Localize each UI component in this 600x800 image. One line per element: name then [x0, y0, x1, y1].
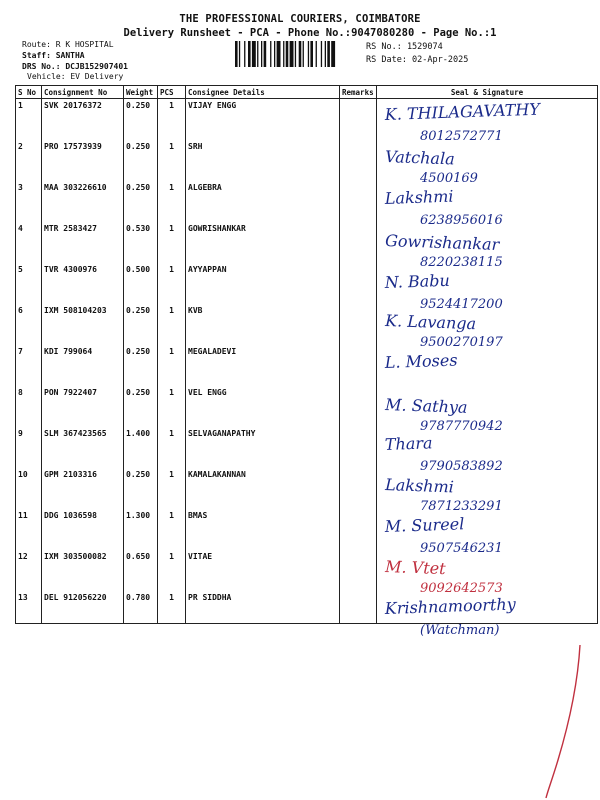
- cell-consignment-no: MAA 303226610: [42, 181, 124, 222]
- cell-pcs: 1: [158, 591, 186, 624]
- cell-pcs: 1: [158, 263, 186, 304]
- signature-phone: 9500270197: [420, 335, 503, 350]
- cell-weight: 0.780: [124, 591, 158, 624]
- signature-name: M. Sureel: [384, 514, 465, 536]
- cell-remarks: [340, 509, 377, 550]
- signature-name: Thara: [384, 433, 433, 454]
- cell-consignee: SRH: [186, 140, 340, 181]
- signature-name: M. Vtet: [384, 557, 446, 579]
- signature-phone: 4500169: [420, 171, 478, 186]
- cell-sno: 13: [16, 591, 42, 624]
- cell-consignee: ALGEBRA: [186, 181, 340, 222]
- signature-phone: 8220238115: [420, 255, 503, 270]
- signature-name: Krishnamoorthy: [384, 594, 516, 618]
- cell-remarks: [340, 181, 377, 222]
- signature-name: L. Moses: [384, 350, 458, 372]
- cell-remarks: [340, 345, 377, 386]
- cell-weight: 0.530: [124, 222, 158, 263]
- cell-weight: 0.250: [124, 140, 158, 181]
- cell-sno: 8: [16, 386, 42, 427]
- cell-weight: 0.250: [124, 468, 158, 509]
- drs-number: DRS No.: DCJB152907401: [22, 62, 128, 71]
- signature-phone: 8012572771: [420, 129, 503, 144]
- signature-name: N. Babu: [384, 270, 451, 292]
- cell-remarks: [340, 427, 377, 468]
- signature-name: Lakshmi: [384, 186, 454, 208]
- cell-sno: 7: [16, 345, 42, 386]
- cell-remarks: [340, 263, 377, 304]
- runsheet-subtitle: Delivery Runsheet - PCA - Phone No.:9047080280 - Page No.:1: [123, 27, 497, 39]
- cell-weight: 0.250: [124, 99, 158, 141]
- cell-pcs: 1: [158, 468, 186, 509]
- pen-stroke-mark: [540, 640, 590, 800]
- signature-phone: 6238956016: [420, 213, 503, 228]
- handwritten-signature: [375, 100, 595, 148]
- table-header-row: [16, 86, 598, 99]
- cell-weight: 0.250: [124, 345, 158, 386]
- cell-consignment-no: IXM 303500082: [42, 550, 124, 591]
- signature-name: K. Lavanga: [384, 311, 477, 334]
- handwritten-signature: [375, 348, 595, 396]
- document-title: THE PROFESSIONAL COURIERS, COIMBATORE: [179, 13, 421, 25]
- cell-sno: 11: [16, 509, 42, 550]
- handwritten-signature: [375, 306, 595, 354]
- cell-remarks: [340, 386, 377, 427]
- col-header-remarks: Remarks: [340, 86, 377, 99]
- cell-consignment-no: GPM 2103316: [42, 468, 124, 509]
- col-header-sno: S No: [16, 86, 42, 99]
- cell-consignment-no: DEL 912056220: [42, 591, 124, 624]
- signature-phone: 9524417200: [420, 297, 503, 312]
- handwritten-signature: [375, 594, 595, 642]
- signature-phone: 7871233291: [420, 499, 503, 514]
- col-header-pcs: PCS: [158, 86, 186, 99]
- cell-sno: 6: [16, 304, 42, 345]
- handwritten-signature: [375, 470, 595, 518]
- cell-consignment-no: KDI 799064: [42, 345, 124, 386]
- signature-phone: 9787770942: [420, 419, 503, 434]
- cell-sno: 10: [16, 468, 42, 509]
- cell-consignee: MEGALADEVI: [186, 345, 340, 386]
- cell-weight: 1.300: [124, 509, 158, 550]
- cell-consignee: KAMALAKANNAN: [186, 468, 340, 509]
- rs-number: RS No.: 1529074: [366, 42, 443, 52]
- handwritten-signature: [375, 552, 595, 600]
- signature-phone: 9507546231: [420, 541, 503, 556]
- cell-consignee: SELVAGANAPATHY: [186, 427, 340, 468]
- handwritten-signature: [375, 142, 595, 190]
- cell-consignment-no: TVR 4300976: [42, 263, 124, 304]
- staff-label: Staff: SANTHA: [22, 51, 85, 60]
- barcode-image: [235, 41, 363, 67]
- cell-consignment-no: IXM 508104203: [42, 304, 124, 345]
- cell-consignee: PR SIDDHA: [186, 591, 340, 624]
- cell-pcs: 1: [158, 509, 186, 550]
- cell-consignment-no: DDG 1036598: [42, 509, 124, 550]
- vehicle-label: Vehicle: EV Delivery: [27, 72, 124, 81]
- cell-consignment-no: SVK 20176372: [42, 99, 124, 141]
- cell-weight: 0.250: [124, 304, 158, 345]
- cell-pcs: 1: [158, 386, 186, 427]
- cell-consignment-no: PRO 17573939: [42, 140, 124, 181]
- signature-phone: 9092642573: [420, 581, 503, 596]
- cell-weight: 0.650: [124, 550, 158, 591]
- cell-sno: 3: [16, 181, 42, 222]
- cell-consignee: AYYAPPAN: [186, 263, 340, 304]
- cell-consignee: BMAS: [186, 509, 340, 550]
- signature-name: K. THILAGAVATHY: [384, 100, 541, 124]
- cell-sno: 9: [16, 427, 42, 468]
- cell-consignment-no: SLM 367423565: [42, 427, 124, 468]
- signature-name: Gowrishankar: [384, 231, 500, 254]
- handwritten-signature: [375, 226, 595, 274]
- cell-weight: 0.500: [124, 263, 158, 304]
- col-header-signature: Seal & Signature: [377, 86, 598, 99]
- signature-name: M. Sathya: [384, 395, 468, 417]
- cell-sno: 1: [16, 99, 42, 141]
- cell-remarks: [340, 550, 377, 591]
- cell-sno: 4: [16, 222, 42, 263]
- cell-weight: 0.250: [124, 181, 158, 222]
- cell-weight: 0.250: [124, 386, 158, 427]
- cell-pcs: 1: [158, 427, 186, 468]
- cell-remarks: [340, 99, 377, 141]
- route-label: Route: R K HOSPITAL: [22, 40, 114, 49]
- col-header-consignment: Consignment No: [42, 86, 124, 99]
- cell-pcs: 1: [158, 99, 186, 141]
- cell-consignee: VIJAY ENGG: [186, 99, 340, 141]
- signature-name: Lakshmi: [384, 475, 455, 497]
- cell-consignment-no: MTR 2583427: [42, 222, 124, 263]
- cell-sno: 2: [16, 140, 42, 181]
- signature-name: Vatchala: [384, 147, 455, 169]
- cell-remarks: [340, 468, 377, 509]
- cell-pcs: 1: [158, 181, 186, 222]
- cell-pcs: 1: [158, 222, 186, 263]
- handwritten-signature: [375, 184, 595, 232]
- cell-remarks: [340, 304, 377, 345]
- col-header-weight: Weight: [124, 86, 158, 99]
- cell-sno: 12: [16, 550, 42, 591]
- cell-pcs: 1: [158, 140, 186, 181]
- cell-remarks: [340, 591, 377, 624]
- cell-consignee: VEL ENGG: [186, 386, 340, 427]
- cell-consignee: VITAE: [186, 550, 340, 591]
- cell-consignee: GOWRISHANKAR: [186, 222, 340, 263]
- cell-pcs: 1: [158, 345, 186, 386]
- signature-phone: 9790583892: [420, 459, 503, 474]
- signature-phone: (Watchman): [420, 623, 500, 638]
- rs-date: RS Date: 02-Apr-2025: [366, 55, 469, 65]
- col-header-consignee: Consignee Details: [186, 86, 340, 99]
- cell-remarks: [340, 222, 377, 263]
- cell-sno: 5: [16, 263, 42, 304]
- cell-consignee: KVB: [186, 304, 340, 345]
- cell-remarks: [340, 140, 377, 181]
- cell-pcs: 1: [158, 304, 186, 345]
- cell-pcs: 1: [158, 550, 186, 591]
- cell-weight: 1.400: [124, 427, 158, 468]
- cell-consignment-no: PON 7922407: [42, 386, 124, 427]
